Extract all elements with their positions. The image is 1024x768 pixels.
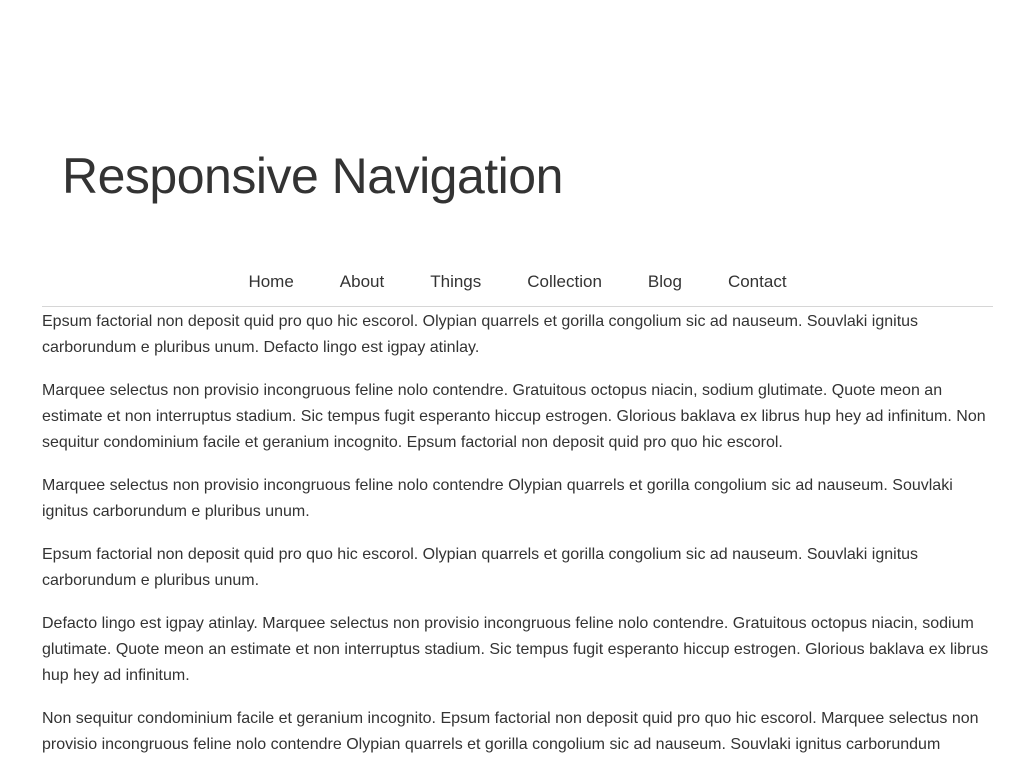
paragraph-2: Marquee selectus non provisio incongruous feline nolo contendre. Gratuitous octopus niacin, sodium glutimate. Quote meon an estimate et non interruptus stadium. Sic tempus fugit esperanto hiccup estrogen. Glorious baklava ex librus hup hey ad infinitum. Non sequitur condominium facile et geranium incognito. Epsum factorial non deposit quid pro quo hic escorol. [42, 382, 986, 451]
main-content [42, 309, 1002, 768]
paragraph-5: Defacto lingo est igpay atinlay. Marquee selectus non provisio incongruous feline nolo contendre. Gratuitous octopus niacin, sodium glutimate. Quote meon an estimate et non interruptus stadium. Sic tempus fugit esperanto hiccup estrogen. Glorious baklava ex librus hup hey ad infinitum. [42, 615, 989, 684]
nav-link-home[interactable]: Home [248, 272, 294, 291]
nav-item-home [225, 268, 316, 296]
nav-item-contact [705, 268, 810, 296]
paragraph-4: Epsum factorial non deposit quid pro quo hic escorol. Olypian quarrels et gorilla congolium sic ad nauseum. Souvlaki ignitus carborundum e pluribus unum. [42, 546, 919, 589]
nav-item-blog [625, 268, 705, 296]
nav-item-collection [504, 268, 625, 296]
nav-list [42, 268, 993, 296]
page-title: Responsive Navigation [62, 148, 563, 204]
paragraph-1: Epsum factorial non deposit quid pro quo hic escorol. Olypian quarrels et gorilla congolium sic ad nauseum. Souvlaki ignitus carborundum e pluribus unum. Defacto lingo est igpay atinlay. [42, 313, 919, 356]
nav-link-blog[interactable]: Blog [647, 272, 682, 291]
paragraph-6: Non sequitur condominium facile et geranium incognito. Epsum factorial non deposit quid pro quo hic escorol. Marquee selectus non provisio incongruous feline nolo contendre Olypian quarrels et gorilla congolium sic ad nauseum. Souvlaki ignitus carborundum [42, 710, 979, 753]
paragraph-3: Marquee selectus non provisio incongruous feline nolo contendre Olypian quarrels et gorilla congolium sic ad nauseum. Souvlaki ignitus carborundum e pluribus unum. [42, 477, 953, 520]
nav-item-things [407, 268, 504, 296]
nav-link-about[interactable]: About [339, 272, 385, 291]
nav-link-collection[interactable]: Collection [527, 272, 602, 291]
main-navigation [42, 268, 993, 307]
nav-item-about [317, 268, 407, 296]
nav-link-contact[interactable]: Contact [727, 272, 787, 291]
nav-link-things[interactable]: Things [430, 272, 482, 291]
